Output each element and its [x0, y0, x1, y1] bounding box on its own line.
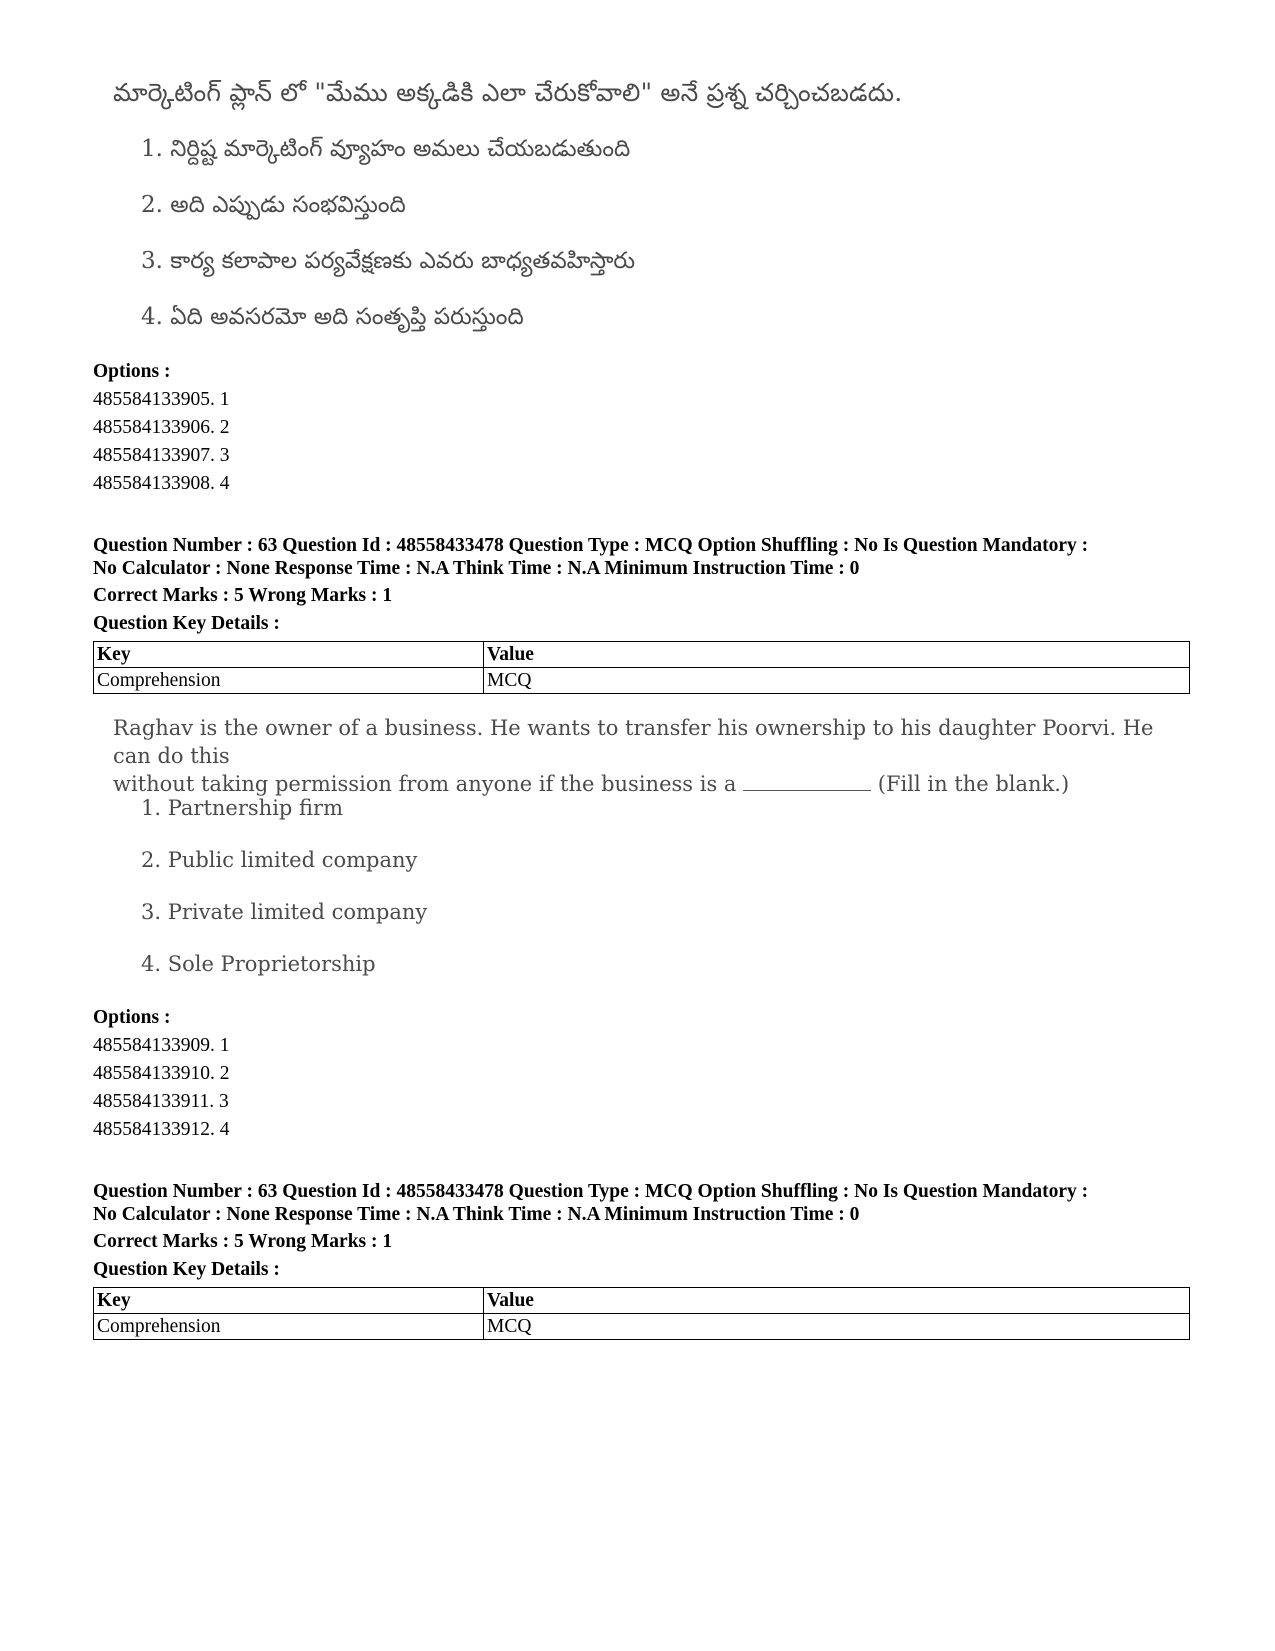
question-line: without taking permission from anyone if the business is a — [113, 772, 737, 796]
key-details-table — [93, 1287, 1190, 1340]
question-line-fill — [113, 770, 1173, 798]
key-details-label: Question Key Details : — [93, 1259, 280, 1280]
option-item: 485584133910. 2 — [93, 1063, 230, 1084]
key-cell: Comprehension — [94, 1314, 484, 1340]
options-label: Options : — [93, 1007, 171, 1028]
value-cell: MCQ — [484, 1314, 1190, 1340]
question-meta-line: Question Number : 63 Question Id : 48558433478 Question Type : MCQ Option Shuffling : No Is Question Mandatory : — [93, 1181, 1089, 1202]
option-item: 485584133905. 1 — [93, 389, 230, 410]
value-header: Value — [484, 1288, 1190, 1314]
question-text — [113, 714, 1173, 798]
key-cell: Comprehension — [94, 668, 484, 694]
question-item: 2. Public limited company — [141, 848, 418, 872]
key-details-label: Question Key Details : — [93, 613, 280, 634]
question-item: 1. నిర్దిష్ట మార్కెటింగ్ వ్యూహం అమలు చేయబడుతుంది — [141, 136, 631, 162]
question-item: 2. అది ఎప్పుడు సంభవిస్తుంది — [141, 192, 406, 218]
question-item: 1. Partnership firm — [141, 796, 343, 820]
question-title: మార్కెటింగ్ ప్లాన్ లో "మేము అక్కడికి ఎలా చేరుకోవాలి" అనే ప్రశ్న చర్చించబడదు. — [113, 78, 903, 107]
key-details-table — [93, 641, 1190, 694]
question-item: 3. కార్య కలాపాల పర్యవేక్షణకు ఎవరు బాధ్యతవహిస్తారు — [141, 248, 636, 274]
question-item: 4. Sole Proprietorship — [141, 952, 376, 976]
question-line: (Fill in the blank.) — [877, 772, 1070, 796]
option-item: 485584133907. 3 — [93, 445, 230, 466]
options-label: Options : — [93, 361, 171, 382]
question-meta-line: No Calculator : None Response Time : N.A Think Time : N.A Minimum Instruction Time : 0 — [93, 1204, 860, 1225]
option-item: 485584133909. 1 — [93, 1035, 230, 1056]
question-item: 4. ఏది అవసరమో అది సంతృప్తి పరుస్తుంది — [141, 304, 524, 330]
question-meta — [93, 1180, 1188, 1226]
key-header: Key — [94, 1288, 484, 1314]
question-meta-line: Question Number : 63 Question Id : 48558433478 Question Type : MCQ Option Shuffling : No Is Question Mandatory : — [93, 535, 1089, 556]
value-cell: MCQ — [484, 668, 1190, 694]
question-meta — [93, 534, 1188, 580]
key-header: Key — [94, 642, 484, 668]
question-item: 3. Private limited company — [141, 900, 428, 924]
option-item: 485584133908. 4 — [93, 473, 230, 494]
option-item: 485584133911. 3 — [93, 1091, 229, 1112]
question-meta-line: No Calculator : None Response Time : N.A Think Time : N.A Minimum Instruction Time : 0 — [93, 558, 860, 579]
option-item: 485584133906. 2 — [93, 417, 230, 438]
marks-line: Correct Marks : 5 Wrong Marks : 1 — [93, 585, 393, 606]
value-header: Value — [484, 642, 1190, 668]
option-item: 485584133912. 4 — [93, 1119, 230, 1140]
fill-blank — [743, 772, 871, 791]
question-line: Raghav is the owner of a business. He wants to transfer his ownership to his daughter Poorvi. He can do this — [113, 716, 1154, 768]
marks-line: Correct Marks : 5 Wrong Marks : 1 — [93, 1231, 393, 1252]
